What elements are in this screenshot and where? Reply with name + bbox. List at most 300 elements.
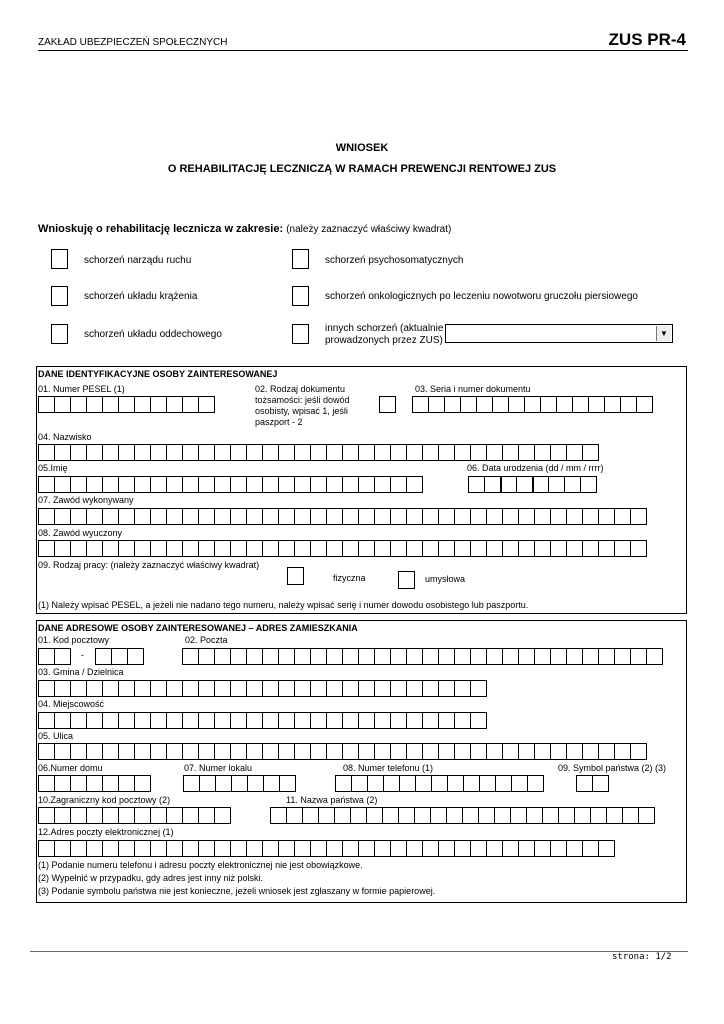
input-cell[interactable] xyxy=(550,648,567,665)
input-cell[interactable] xyxy=(70,775,87,792)
input-cell[interactable] xyxy=(127,648,144,665)
input-cell[interactable] xyxy=(166,508,183,525)
input-cell[interactable] xyxy=(70,396,87,413)
input-cell[interactable] xyxy=(70,508,87,525)
input-cell[interactable] xyxy=(620,396,637,413)
learned-profession-input[interactable] xyxy=(38,540,647,557)
input-cell[interactable] xyxy=(548,476,565,493)
input-cell[interactable] xyxy=(422,508,439,525)
input-cell[interactable] xyxy=(262,680,279,697)
input-cell[interactable] xyxy=(518,840,535,857)
input-cell[interactable] xyxy=(524,396,541,413)
input-cell[interactable] xyxy=(406,648,423,665)
input-cell[interactable] xyxy=(294,648,311,665)
input-cell[interactable] xyxy=(518,648,535,665)
input-cell[interactable] xyxy=(38,840,55,857)
input-cell[interactable] xyxy=(150,680,167,697)
input-cell[interactable] xyxy=(198,476,215,493)
zip-input-part2[interactable] xyxy=(95,648,144,665)
input-cell[interactable] xyxy=(54,807,71,824)
input-cell[interactable] xyxy=(134,807,151,824)
input-cell[interactable] xyxy=(230,476,247,493)
checkbox-physical[interactable] xyxy=(287,567,304,585)
input-cell[interactable] xyxy=(454,712,471,729)
input-cell[interactable] xyxy=(566,743,583,760)
input-cell[interactable] xyxy=(390,540,407,557)
input-cell[interactable] xyxy=(262,712,279,729)
input-cell[interactable] xyxy=(54,444,71,461)
checkbox-musculoskeletal[interactable] xyxy=(51,249,68,269)
input-cell[interactable] xyxy=(182,648,199,665)
input-cell[interactable] xyxy=(492,396,509,413)
input-cell[interactable] xyxy=(70,680,87,697)
input-cell[interactable] xyxy=(326,444,343,461)
input-cell[interactable] xyxy=(166,540,183,557)
input-cell[interactable] xyxy=(582,444,599,461)
input-cell[interactable] xyxy=(470,840,487,857)
input-cell[interactable] xyxy=(622,807,639,824)
input-cell[interactable] xyxy=(86,775,103,792)
input-cell[interactable] xyxy=(198,396,215,413)
input-cell[interactable] xyxy=(367,775,384,792)
input-cell[interactable] xyxy=(630,743,647,760)
input-cell[interactable] xyxy=(470,648,487,665)
input-cell[interactable] xyxy=(334,807,351,824)
input-cell[interactable] xyxy=(342,444,359,461)
input-cell[interactable] xyxy=(118,840,135,857)
input-cell[interactable] xyxy=(102,775,119,792)
input-cell[interactable] xyxy=(134,508,151,525)
commune-input[interactable] xyxy=(38,680,487,697)
input-cell[interactable] xyxy=(572,396,589,413)
input-cell[interactable] xyxy=(198,540,215,557)
input-cell[interactable] xyxy=(70,807,87,824)
input-cell[interactable] xyxy=(278,508,295,525)
input-cell[interactable] xyxy=(38,476,55,493)
input-cell[interactable] xyxy=(294,712,311,729)
input-cell[interactable] xyxy=(214,840,231,857)
input-cell[interactable] xyxy=(111,648,128,665)
input-cell[interactable] xyxy=(182,840,199,857)
input-cell[interactable] xyxy=(580,476,597,493)
input-cell[interactable] xyxy=(438,680,455,697)
input-cell[interactable] xyxy=(406,508,423,525)
input-cell[interactable] xyxy=(526,807,543,824)
input-cell[interactable] xyxy=(182,508,199,525)
input-cell[interactable] xyxy=(470,743,487,760)
input-cell[interactable] xyxy=(54,508,71,525)
input-cell[interactable] xyxy=(118,712,135,729)
input-cell[interactable] xyxy=(422,840,439,857)
doc-type-input[interactable] xyxy=(379,396,396,413)
input-cell[interactable] xyxy=(462,807,479,824)
input-cell[interactable] xyxy=(550,743,567,760)
input-cell[interactable] xyxy=(358,444,375,461)
input-cell[interactable] xyxy=(86,680,103,697)
input-cell[interactable] xyxy=(358,508,375,525)
city-input[interactable] xyxy=(38,712,487,729)
input-cell[interactable] xyxy=(476,396,493,413)
input-cell[interactable] xyxy=(422,540,439,557)
input-cell[interactable] xyxy=(294,540,311,557)
input-cell[interactable] xyxy=(279,775,296,792)
input-cell[interactable] xyxy=(166,712,183,729)
input-cell[interactable] xyxy=(454,508,471,525)
input-cell[interactable] xyxy=(230,840,247,857)
input-cell[interactable] xyxy=(534,508,551,525)
input-cell[interactable] xyxy=(38,712,55,729)
input-cell[interactable] xyxy=(342,680,359,697)
input-cell[interactable] xyxy=(54,712,71,729)
input-cell[interactable] xyxy=(262,444,279,461)
input-cell[interactable] xyxy=(484,476,501,493)
input-cell[interactable] xyxy=(470,712,487,729)
input-cell[interactable] xyxy=(54,396,71,413)
input-cell[interactable] xyxy=(588,396,605,413)
input-cell[interactable] xyxy=(262,540,279,557)
input-cell[interactable] xyxy=(294,444,311,461)
input-cell[interactable] xyxy=(431,775,448,792)
input-cell[interactable] xyxy=(566,444,583,461)
input-cell[interactable] xyxy=(479,775,496,792)
input-cell[interactable] xyxy=(102,444,119,461)
input-cell[interactable] xyxy=(374,648,391,665)
input-cell[interactable] xyxy=(550,444,567,461)
other-condition-select[interactable] xyxy=(445,324,673,343)
input-cell[interactable] xyxy=(38,508,55,525)
input-cell[interactable] xyxy=(102,680,119,697)
input-cell[interactable] xyxy=(182,680,199,697)
input-cell[interactable] xyxy=(102,743,119,760)
input-cell[interactable] xyxy=(95,648,112,665)
input-cell[interactable] xyxy=(454,444,471,461)
input-cell[interactable] xyxy=(534,743,551,760)
input-cell[interactable] xyxy=(38,396,55,413)
input-cell[interactable] xyxy=(150,444,167,461)
input-cell[interactable] xyxy=(183,775,200,792)
input-cell[interactable] xyxy=(230,540,247,557)
input-cell[interactable] xyxy=(102,807,119,824)
input-cell[interactable] xyxy=(118,476,135,493)
input-cell[interactable] xyxy=(438,712,455,729)
input-cell[interactable] xyxy=(399,775,416,792)
input-cell[interactable] xyxy=(230,508,247,525)
input-cell[interactable] xyxy=(134,396,151,413)
input-cell[interactable] xyxy=(406,743,423,760)
input-cell[interactable] xyxy=(486,840,503,857)
input-cell[interactable] xyxy=(199,775,216,792)
input-cell[interactable] xyxy=(54,775,71,792)
input-cell[interactable] xyxy=(166,743,183,760)
input-cell[interactable] xyxy=(278,540,295,557)
input-cell[interactable] xyxy=(527,775,544,792)
country-name-input[interactable] xyxy=(270,807,655,824)
input-cell[interactable] xyxy=(326,712,343,729)
input-cell[interactable] xyxy=(278,648,295,665)
input-cell[interactable] xyxy=(478,807,495,824)
input-cell[interactable] xyxy=(150,396,167,413)
input-cell[interactable] xyxy=(262,840,279,857)
input-cell[interactable] xyxy=(182,396,199,413)
input-cell[interactable] xyxy=(86,396,103,413)
input-cell[interactable] xyxy=(494,807,511,824)
input-cell[interactable] xyxy=(102,840,119,857)
input-cell[interactable] xyxy=(150,540,167,557)
input-cell[interactable] xyxy=(358,712,375,729)
input-cell[interactable] xyxy=(534,840,551,857)
input-cell[interactable] xyxy=(438,540,455,557)
input-cell[interactable] xyxy=(564,476,581,493)
input-cell[interactable] xyxy=(486,648,503,665)
input-cell[interactable] xyxy=(598,840,615,857)
input-cell[interactable] xyxy=(550,508,567,525)
input-cell[interactable] xyxy=(351,775,368,792)
input-cell[interactable] xyxy=(310,508,327,525)
input-cell[interactable] xyxy=(198,807,215,824)
input-cell[interactable] xyxy=(390,680,407,697)
input-cell[interactable] xyxy=(556,396,573,413)
input-cell[interactable] xyxy=(502,743,519,760)
input-cell[interactable] xyxy=(150,476,167,493)
checkbox-respiratory[interactable] xyxy=(51,324,68,344)
input-cell[interactable] xyxy=(38,648,55,665)
input-cell[interactable] xyxy=(214,807,231,824)
input-cell[interactable] xyxy=(518,743,535,760)
input-cell[interactable] xyxy=(636,396,653,413)
input-cell[interactable] xyxy=(342,508,359,525)
input-cell[interactable] xyxy=(638,807,655,824)
input-cell[interactable] xyxy=(516,476,533,493)
input-cell[interactable] xyxy=(294,476,311,493)
input-cell[interactable] xyxy=(438,840,455,857)
foreign-zip-input[interactable] xyxy=(38,807,231,824)
input-cell[interactable] xyxy=(198,712,215,729)
input-cell[interactable] xyxy=(166,444,183,461)
input-cell[interactable] xyxy=(246,680,263,697)
input-cell[interactable] xyxy=(86,807,103,824)
input-cell[interactable] xyxy=(422,648,439,665)
input-cell[interactable] xyxy=(230,680,247,697)
input-cell[interactable] xyxy=(454,680,471,697)
input-cell[interactable] xyxy=(374,476,391,493)
input-cell[interactable] xyxy=(134,680,151,697)
input-cell[interactable] xyxy=(406,476,423,493)
input-cell[interactable] xyxy=(532,476,549,493)
input-cell[interactable] xyxy=(390,743,407,760)
input-cell[interactable] xyxy=(54,540,71,557)
input-cell[interactable] xyxy=(310,444,327,461)
input-cell[interactable] xyxy=(566,508,583,525)
input-cell[interactable] xyxy=(54,648,71,665)
input-cell[interactable] xyxy=(38,444,55,461)
input-cell[interactable] xyxy=(463,775,480,792)
input-cell[interactable] xyxy=(150,508,167,525)
input-cell[interactable] xyxy=(534,540,551,557)
input-cell[interactable] xyxy=(447,775,464,792)
input-cell[interactable] xyxy=(500,476,517,493)
input-cell[interactable] xyxy=(38,540,55,557)
input-cell[interactable] xyxy=(54,840,71,857)
checkbox-oncological[interactable] xyxy=(292,286,309,306)
email-input[interactable] xyxy=(38,840,615,857)
input-cell[interactable] xyxy=(592,775,609,792)
input-cell[interactable] xyxy=(86,476,103,493)
input-cell[interactable] xyxy=(598,648,615,665)
input-cell[interactable] xyxy=(231,775,248,792)
input-cell[interactable] xyxy=(182,712,199,729)
input-cell[interactable] xyxy=(182,444,199,461)
input-cell[interactable] xyxy=(390,648,407,665)
input-cell[interactable] xyxy=(134,444,151,461)
input-cell[interactable] xyxy=(511,775,528,792)
input-cell[interactable] xyxy=(326,680,343,697)
input-cell[interactable] xyxy=(566,648,583,665)
input-cell[interactable] xyxy=(278,444,295,461)
input-cell[interactable] xyxy=(326,743,343,760)
input-cell[interactable] xyxy=(414,807,431,824)
input-cell[interactable] xyxy=(406,712,423,729)
input-cell[interactable] xyxy=(198,648,215,665)
flat-number-input[interactable] xyxy=(183,775,296,792)
input-cell[interactable] xyxy=(590,807,607,824)
input-cell[interactable] xyxy=(502,508,519,525)
input-cell[interactable] xyxy=(86,540,103,557)
input-cell[interactable] xyxy=(342,743,359,760)
input-cell[interactable] xyxy=(422,680,439,697)
input-cell[interactable] xyxy=(390,840,407,857)
house-number-input[interactable] xyxy=(38,775,151,792)
input-cell[interactable] xyxy=(495,775,512,792)
input-cell[interactable] xyxy=(134,540,151,557)
input-cell[interactable] xyxy=(310,476,327,493)
input-cell[interactable] xyxy=(86,743,103,760)
input-cell[interactable] xyxy=(454,743,471,760)
input-cell[interactable] xyxy=(454,648,471,665)
input-cell[interactable] xyxy=(342,476,359,493)
input-cell[interactable] xyxy=(294,508,311,525)
input-cell[interactable] xyxy=(390,476,407,493)
input-cell[interactable] xyxy=(262,476,279,493)
input-cell[interactable] xyxy=(398,807,415,824)
input-cell[interactable] xyxy=(214,680,231,697)
checkbox-psychosomatic[interactable] xyxy=(292,249,309,269)
surname-input[interactable] xyxy=(38,444,599,461)
input-cell[interactable] xyxy=(134,712,151,729)
input-cell[interactable] xyxy=(614,743,631,760)
input-cell[interactable] xyxy=(406,540,423,557)
input-cell[interactable] xyxy=(214,508,231,525)
input-cell[interactable] xyxy=(430,807,447,824)
input-cell[interactable] xyxy=(576,775,593,792)
input-cell[interactable] xyxy=(278,712,295,729)
input-cell[interactable] xyxy=(374,680,391,697)
input-cell[interactable] xyxy=(454,540,471,557)
input-cell[interactable] xyxy=(486,508,503,525)
input-cell[interactable] xyxy=(502,540,519,557)
input-cell[interactable] xyxy=(326,840,343,857)
input-cell[interactable] xyxy=(510,807,527,824)
input-cell[interactable] xyxy=(230,712,247,729)
input-cell[interactable] xyxy=(502,840,519,857)
input-cell[interactable] xyxy=(486,743,503,760)
input-cell[interactable] xyxy=(415,775,432,792)
input-cell[interactable] xyxy=(70,840,87,857)
input-cell[interactable] xyxy=(374,444,391,461)
input-cell[interactable] xyxy=(86,712,103,729)
input-cell[interactable] xyxy=(614,540,631,557)
input-cell[interactable] xyxy=(246,476,263,493)
input-cell[interactable] xyxy=(198,444,215,461)
input-cell[interactable] xyxy=(326,540,343,557)
input-cell[interactable] xyxy=(470,540,487,557)
input-cell[interactable] xyxy=(118,775,135,792)
input-cell[interactable] xyxy=(54,680,71,697)
input-cell[interactable] xyxy=(438,743,455,760)
input-cell[interactable] xyxy=(390,712,407,729)
input-cell[interactable] xyxy=(374,508,391,525)
input-cell[interactable] xyxy=(118,444,135,461)
input-cell[interactable] xyxy=(406,840,423,857)
input-cell[interactable] xyxy=(534,648,551,665)
input-cell[interactable] xyxy=(502,648,519,665)
input-cell[interactable] xyxy=(358,680,375,697)
input-cell[interactable] xyxy=(646,648,663,665)
input-cell[interactable] xyxy=(310,540,327,557)
input-cell[interactable] xyxy=(118,540,135,557)
pesel-input[interactable] xyxy=(38,396,215,413)
input-cell[interactable] xyxy=(198,840,215,857)
input-cell[interactable] xyxy=(422,712,439,729)
input-cell[interactable] xyxy=(390,444,407,461)
input-cell[interactable] xyxy=(294,743,311,760)
input-cell[interactable] xyxy=(214,712,231,729)
dob-input[interactable] xyxy=(468,476,597,493)
input-cell[interactable] xyxy=(604,396,621,413)
input-cell[interactable] xyxy=(86,444,103,461)
profession-input[interactable] xyxy=(38,508,647,525)
input-cell[interactable] xyxy=(310,743,327,760)
input-cell[interactable] xyxy=(262,743,279,760)
input-cell[interactable] xyxy=(446,807,463,824)
input-cell[interactable] xyxy=(326,476,343,493)
input-cell[interactable] xyxy=(598,540,615,557)
input-cell[interactable] xyxy=(118,396,135,413)
first-name-input[interactable] xyxy=(38,476,423,493)
street-input[interactable] xyxy=(38,743,647,760)
input-cell[interactable] xyxy=(342,840,359,857)
input-cell[interactable] xyxy=(38,680,55,697)
input-cell[interactable] xyxy=(166,476,183,493)
chevron-down-icon[interactable]: ▼ xyxy=(656,326,671,341)
input-cell[interactable] xyxy=(246,712,263,729)
input-cell[interactable] xyxy=(214,648,231,665)
input-cell[interactable] xyxy=(358,840,375,857)
input-cell[interactable] xyxy=(438,508,455,525)
input-cell[interactable] xyxy=(263,775,280,792)
input-cell[interactable] xyxy=(582,648,599,665)
input-cell[interactable] xyxy=(460,396,477,413)
input-cell[interactable] xyxy=(486,444,503,461)
input-cell[interactable] xyxy=(278,476,295,493)
input-cell[interactable] xyxy=(198,508,215,525)
input-cell[interactable] xyxy=(326,508,343,525)
input-cell[interactable] xyxy=(134,840,151,857)
input-cell[interactable] xyxy=(422,743,439,760)
input-cell[interactable] xyxy=(118,680,135,697)
input-cell[interactable] xyxy=(182,807,199,824)
input-cell[interactable] xyxy=(230,648,247,665)
input-cell[interactable] xyxy=(454,840,471,857)
